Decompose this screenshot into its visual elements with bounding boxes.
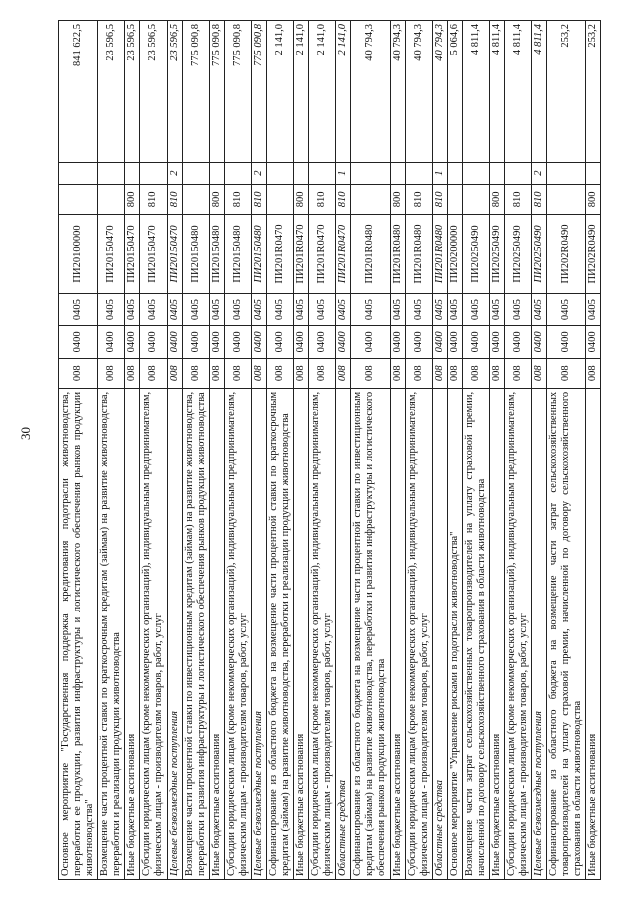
row-vr-cell: 810: [140, 184, 167, 214]
table-row: [405, 21, 432, 880]
row-pr-cell: 0405: [405, 293, 432, 325]
table-row: [59, 21, 98, 880]
row-sub-cell: 2: [167, 162, 182, 184]
row-sub-cell: [209, 162, 224, 184]
row-vr-cell: 810: [405, 184, 432, 214]
row-name-cell: Целевые безвозмездные поступления: [167, 388, 182, 879]
row-sub-cell: [547, 162, 586, 184]
row-cs-cell: ПИ201R0480: [432, 215, 447, 294]
row-cs-cell: ПИ20150480: [224, 215, 251, 294]
row-pr-cell: 0405: [532, 293, 547, 325]
row-amount-cell: 253,2: [547, 21, 586, 163]
row-rz-cell: 0400: [505, 326, 532, 358]
table-row: [351, 21, 390, 880]
row-gr-cell: 008: [140, 358, 167, 388]
row-sub-cell: [59, 162, 98, 184]
row-rz-cell: 0400: [309, 326, 336, 358]
row-pr-cell: 0405: [390, 293, 405, 325]
row-name-cell: Возмещение части процентной ставки по инвестиционным кредитам (займам) на развитие животноводства, переработки и развития инфраструктуры и логистического обеспечения рынков продукции животноводства: [182, 388, 209, 879]
row-sub-cell: [390, 162, 405, 184]
row-gr-cell: 008: [294, 358, 309, 388]
row-name-cell: Иные бюджетные ассигнования: [125, 388, 140, 879]
row-vr-cell: 800: [586, 184, 601, 214]
row-gr-cell: 008: [505, 358, 532, 388]
row-vr-cell: [447, 184, 462, 214]
table-row: [140, 21, 167, 880]
row-name-cell: Иные бюджетные ассигнования: [209, 388, 224, 879]
row-sub-cell: [182, 162, 209, 184]
row-sub-cell: [462, 162, 489, 184]
row-sub-cell: 2: [532, 162, 547, 184]
row-pr-cell: 0405: [125, 293, 140, 325]
row-amount-cell: 2 141,0: [309, 21, 336, 163]
row-vr-cell: 810: [336, 184, 351, 214]
row-gr-cell: 008: [532, 358, 547, 388]
row-amount-cell: 5 064,6: [447, 21, 462, 163]
row-cs-cell: ПИ201R0470: [266, 215, 293, 294]
row-cs-cell: ПИ20150470: [140, 215, 167, 294]
row-rz-cell: 0400: [351, 326, 390, 358]
budget-table-container: [58, 20, 608, 880]
row-amount-cell: 4 811,4: [489, 21, 504, 163]
table-row: [447, 21, 462, 880]
table-row: [532, 21, 547, 880]
row-pr-cell: 0405: [59, 293, 98, 325]
row-cs-cell: ПИ20150480: [209, 215, 224, 294]
table-row: [505, 21, 532, 880]
row-sub-cell: [586, 162, 601, 184]
row-name-cell: Иные бюджетные ассигнования: [489, 388, 504, 879]
row-rz-cell: 0400: [167, 326, 182, 358]
table-row: [209, 21, 224, 880]
row-rz-cell: 0400: [405, 326, 432, 358]
row-amount-cell: 23 596,5: [167, 21, 182, 163]
row-amount-cell: 775 090,8: [182, 21, 209, 163]
row-name-cell: Софинансирование из областного бюджета на возмещение части процентной ставки по инвестиционным кредитам (займам) на развитие животноводства, переработки и развития инфраструктуры и логистического обеспечения рынков продукции животноводства: [351, 388, 390, 879]
row-cs-cell: ПИ20150470: [167, 215, 182, 294]
table-row: [182, 21, 209, 880]
row-vr-cell: [351, 184, 390, 214]
row-vr-cell: [98, 184, 125, 214]
row-sub-cell: 2: [251, 162, 266, 184]
row-name-cell: Целевые безвозмездные поступления: [532, 388, 547, 879]
row-cs-cell: ПИ20150480: [182, 215, 209, 294]
budget-table: [58, 20, 601, 880]
row-vr-cell: 810: [224, 184, 251, 214]
row-pr-cell: 0405: [432, 293, 447, 325]
row-rz-cell: 0400: [586, 326, 601, 358]
row-pr-cell: 0405: [505, 293, 532, 325]
row-vr-cell: 810: [251, 184, 266, 214]
row-rz-cell: 0400: [462, 326, 489, 358]
row-sub-cell: [489, 162, 504, 184]
row-gr-cell: 008: [266, 358, 293, 388]
row-cs-cell: ПИ20200000: [447, 215, 462, 294]
table-row: [266, 21, 293, 880]
row-gr-cell: 008: [251, 358, 266, 388]
row-gr-cell: 008: [125, 358, 140, 388]
row-pr-cell: 0405: [209, 293, 224, 325]
row-rz-cell: 0400: [532, 326, 547, 358]
row-cs-cell: ПИ202R0490: [586, 215, 601, 294]
row-vr-cell: 800: [294, 184, 309, 214]
row-name-cell: Основное мероприятие "Государственная поддержка кредитования подотрасли животноводства, переработки ее продукции, развития инфраструктуры и логистического обеспечения рынков продукции животноводства": [59, 388, 98, 879]
row-vr-cell: [462, 184, 489, 214]
row-vr-cell: 810: [432, 184, 447, 214]
row-amount-cell: 40 794,3: [390, 21, 405, 163]
row-name-cell: Софинансирование из областного бюджета на возмещение части затрат сельскохозяйственных товаропроизводителей на уплату страховой премии, начисленной по договору сельскохозяйственного страхования в области животноводства: [547, 388, 586, 879]
row-vr-cell: 800: [489, 184, 504, 214]
row-gr-cell: 008: [351, 358, 390, 388]
row-cs-cell: ПИ201R0470: [294, 215, 309, 294]
row-gr-cell: 008: [209, 358, 224, 388]
table-row: [224, 21, 251, 880]
table-row: [125, 21, 140, 880]
row-rz-cell: 0400: [489, 326, 504, 358]
row-rz-cell: 0400: [266, 326, 293, 358]
row-rz-cell: 0400: [447, 326, 462, 358]
row-gr-cell: 008: [98, 358, 125, 388]
row-amount-cell: 775 090,8: [224, 21, 251, 163]
row-amount-cell: 4 811,4: [505, 21, 532, 163]
row-rz-cell: 0400: [125, 326, 140, 358]
table-row: [98, 21, 125, 880]
row-pr-cell: 0405: [140, 293, 167, 325]
row-name-cell: Областные средства: [432, 388, 447, 879]
table-row: [336, 21, 351, 880]
row-gr-cell: 008: [182, 358, 209, 388]
row-rz-cell: 0400: [547, 326, 586, 358]
row-pr-cell: 0405: [98, 293, 125, 325]
row-pr-cell: 0405: [251, 293, 266, 325]
row-sub-cell: [351, 162, 390, 184]
row-cs-cell: ПИ202R0490: [547, 215, 586, 294]
row-rz-cell: 0400: [390, 326, 405, 358]
row-gr-cell: 008: [447, 358, 462, 388]
row-pr-cell: 0405: [586, 293, 601, 325]
row-name-cell: Субсидии юридическим лицам (кроме некоммерческих организаций), индивидуальным предпринимателям, физическим лицам - производителям товаров, работ, услуг: [140, 388, 167, 879]
row-pr-cell: 0405: [547, 293, 586, 325]
row-name-cell: Субсидии юридическим лицам (кроме некоммерческих организаций), индивидуальным предпринимателям, физическим лицам - производителям товаров, работ, услуг: [405, 388, 432, 879]
table-row: [309, 21, 336, 880]
row-sub-cell: 1: [432, 162, 447, 184]
row-sub-cell: [294, 162, 309, 184]
row-name-cell: Основное мероприятие "Управление рисками в подотрасли животноводства": [447, 388, 462, 879]
row-sub-cell: [140, 162, 167, 184]
row-amount-cell: 40 794,3: [351, 21, 390, 163]
row-cs-cell: ПИ20100000: [59, 215, 98, 294]
row-amount-cell: 40 794,3: [432, 21, 447, 163]
row-gr-cell: 008: [59, 358, 98, 388]
row-cs-cell: ПИ20150470: [98, 215, 125, 294]
row-vr-cell: 800: [209, 184, 224, 214]
row-gr-cell: 008: [309, 358, 336, 388]
row-pr-cell: 0405: [294, 293, 309, 325]
row-amount-cell: 775 090,8: [251, 21, 266, 163]
row-amount-cell: 841 622,5: [59, 21, 98, 163]
row-name-cell: Иные бюджетные ассигнования: [390, 388, 405, 879]
row-rz-cell: 0400: [251, 326, 266, 358]
row-pr-cell: 0405: [489, 293, 504, 325]
row-amount-cell: 40 794,3: [405, 21, 432, 163]
row-sub-cell: [405, 162, 432, 184]
row-rz-cell: 0400: [209, 326, 224, 358]
row-rz-cell: 0400: [294, 326, 309, 358]
table-row: [586, 21, 601, 880]
row-name-cell: Софинансирование из областного бюджета на возмещение части процентной ставки по краткосрочным кредитам (займам) на развитие животноводства, переработки и реализации продукции животноводства: [266, 388, 293, 879]
table-row: [462, 21, 489, 880]
row-gr-cell: 008: [462, 358, 489, 388]
row-gr-cell: 008: [405, 358, 432, 388]
row-name-cell: Возмещение части процентной ставки по краткосрочным кредитам (займам) на развитие животноводства, переработки и реализации продукции животноводства: [98, 388, 125, 879]
row-amount-cell: 775 090,8: [209, 21, 224, 163]
row-pr-cell: 0405: [266, 293, 293, 325]
row-name-cell: Субсидии юридическим лицам (кроме некоммерческих организаций), индивидуальным предпринимателям, физическим лицам - производителям товаров, работ, услуг: [505, 388, 532, 879]
row-pr-cell: 0405: [351, 293, 390, 325]
row-name-cell: Иные бюджетные ассигнования: [586, 388, 601, 879]
row-cs-cell: ПИ20250490: [462, 215, 489, 294]
budget-table-body: [59, 21, 601, 880]
row-cs-cell: ПИ201R0470: [336, 215, 351, 294]
row-pr-cell: 0405: [462, 293, 489, 325]
table-row: [251, 21, 266, 880]
table-row: [547, 21, 586, 880]
row-cs-cell: ПИ20250490: [505, 215, 532, 294]
row-name-cell: Возмещение части затрат сельскохозяйственных товаропроизводителей на уплату страховой премии, начисленной по договору сельскохозяйственного страхования в области животноводства: [462, 388, 489, 879]
row-amount-cell: 2 141,0: [266, 21, 293, 163]
row-name-cell: Субсидии юридическим лицам (кроме некоммерческих организаций), индивидуальным предпринимателям, физическим лицам - производителям товаров, работ, услуг: [309, 388, 336, 879]
row-cs-cell: ПИ201R0480: [351, 215, 390, 294]
row-cs-cell: ПИ20250490: [532, 215, 547, 294]
row-vr-cell: [182, 184, 209, 214]
row-vr-cell: [266, 184, 293, 214]
row-cs-cell: ПИ20150480: [251, 215, 266, 294]
row-gr-cell: 008: [547, 358, 586, 388]
row-rz-cell: 0400: [432, 326, 447, 358]
row-cs-cell: ПИ20150470: [125, 215, 140, 294]
row-amount-cell: 23 596,5: [140, 21, 167, 163]
row-rz-cell: 0400: [59, 326, 98, 358]
row-amount-cell: 4 811,4: [462, 21, 489, 163]
row-name-cell: Иные бюджетные ассигнования: [294, 388, 309, 879]
row-pr-cell: 0405: [167, 293, 182, 325]
table-row: [432, 21, 447, 880]
row-name-cell: Целевые безвозмездные поступления: [251, 388, 266, 879]
row-cs-cell: ПИ20250490: [489, 215, 504, 294]
table-row: [167, 21, 182, 880]
row-sub-cell: [224, 162, 251, 184]
row-sub-cell: 1: [336, 162, 351, 184]
row-vr-cell: 810: [167, 184, 182, 214]
row-amount-cell: 4 811,4: [532, 21, 547, 163]
row-pr-cell: 0405: [447, 293, 462, 325]
row-cs-cell: ПИ201R0470: [309, 215, 336, 294]
row-gr-cell: 008: [336, 358, 351, 388]
table-row: [390, 21, 405, 880]
row-pr-cell: 0405: [182, 293, 209, 325]
row-gr-cell: 008: [586, 358, 601, 388]
row-vr-cell: 810: [505, 184, 532, 214]
row-gr-cell: 008: [432, 358, 447, 388]
row-sub-cell: [505, 162, 532, 184]
row-rz-cell: 0400: [182, 326, 209, 358]
row-name-cell: Субсидии юридическим лицам (кроме некоммерческих организаций), индивидуальным предпринимателям, физическим лицам - производителям товаров, работ, услуг: [224, 388, 251, 879]
row-gr-cell: 008: [167, 358, 182, 388]
row-cs-cell: ПИ201R0480: [390, 215, 405, 294]
row-vr-cell: 810: [309, 184, 336, 214]
row-vr-cell: 810: [532, 184, 547, 214]
row-sub-cell: [447, 162, 462, 184]
row-rz-cell: 0400: [140, 326, 167, 358]
row-amount-cell: 2 141,0: [294, 21, 309, 163]
row-vr-cell: [547, 184, 586, 214]
row-cs-cell: ПИ201R0480: [405, 215, 432, 294]
row-gr-cell: 008: [390, 358, 405, 388]
row-vr-cell: [59, 184, 98, 214]
row-pr-cell: 0405: [224, 293, 251, 325]
row-amount-cell: 2 141,0: [336, 21, 351, 163]
row-rz-cell: 0400: [336, 326, 351, 358]
row-sub-cell: [98, 162, 125, 184]
table-row: [489, 21, 504, 880]
row-pr-cell: 0405: [336, 293, 351, 325]
row-vr-cell: 800: [125, 184, 140, 214]
row-amount-cell: 23 596,5: [125, 21, 140, 163]
row-gr-cell: 008: [224, 358, 251, 388]
row-amount-cell: 23 596,5: [98, 21, 125, 163]
row-sub-cell: [309, 162, 336, 184]
row-gr-cell: 008: [489, 358, 504, 388]
row-sub-cell: [125, 162, 140, 184]
row-vr-cell: 800: [390, 184, 405, 214]
row-rz-cell: 0400: [98, 326, 125, 358]
row-amount-cell: 253,2: [586, 21, 601, 163]
table-row: [294, 21, 309, 880]
page-number: 30: [18, 427, 33, 440]
row-name-cell: Областные средства: [336, 388, 351, 879]
row-pr-cell: 0405: [309, 293, 336, 325]
row-rz-cell: 0400: [224, 326, 251, 358]
row-sub-cell: [266, 162, 293, 184]
